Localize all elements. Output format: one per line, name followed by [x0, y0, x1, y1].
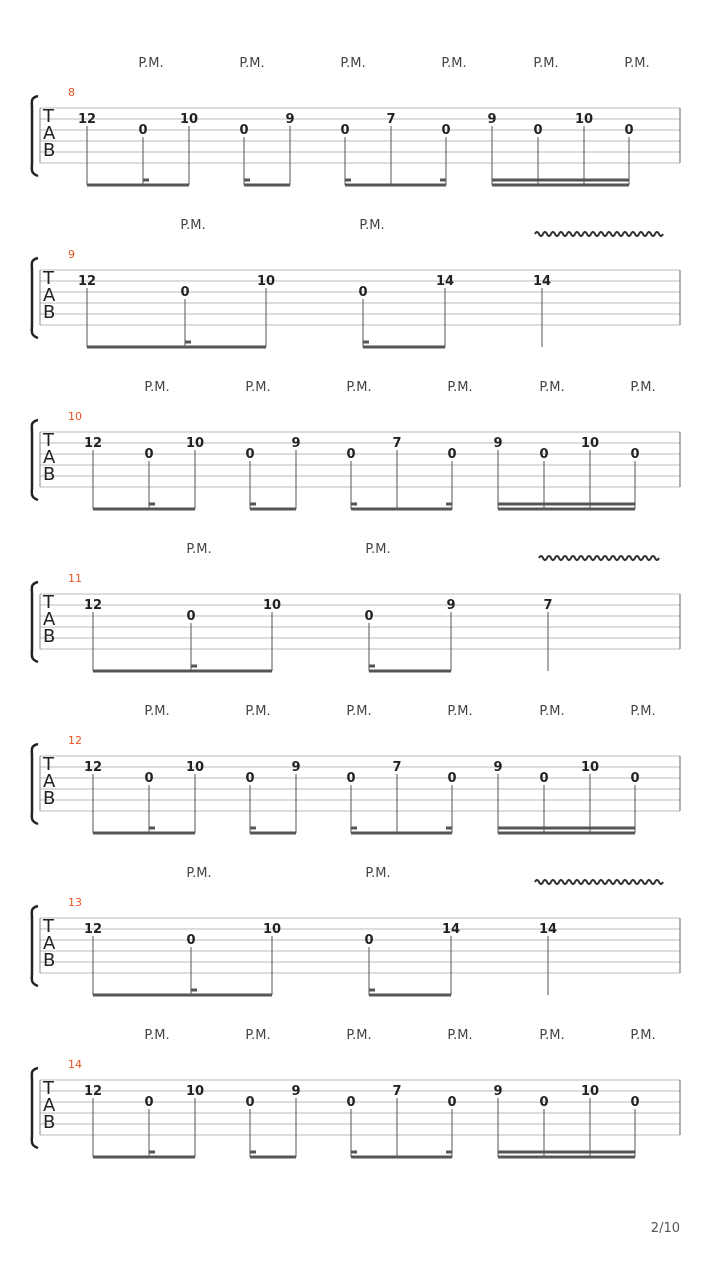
measure-number: 8: [68, 86, 75, 99]
fret-number: 14: [532, 274, 552, 289]
fret-number: 0: [358, 285, 368, 300]
tab-clef-letter: A: [43, 933, 56, 954]
system-bracket: [32, 744, 38, 824]
fret-number: 0: [180, 285, 190, 300]
fret-number: 7: [392, 760, 402, 775]
fret-number: 0: [144, 771, 154, 786]
palm-mute-marking: P.M.: [533, 56, 559, 71]
tab-clef-letter: A: [43, 123, 56, 144]
fret-number: 0: [340, 123, 350, 138]
palm-mute-marking: P.M.: [630, 704, 656, 719]
fret-number: 10: [185, 436, 205, 451]
tab-clef-letter: B: [43, 1112, 56, 1133]
vibrato-line: [535, 232, 663, 236]
fret-number: 12: [83, 760, 103, 775]
tab-system: [32, 866, 680, 995]
palm-mute-marking: P.M.: [359, 218, 385, 233]
fret-number: 7: [392, 1084, 402, 1099]
system-bracket: [32, 96, 38, 176]
palm-mute-marking: P.M.: [245, 1028, 271, 1043]
fret-number: 9: [487, 112, 497, 127]
fret-number: 10: [185, 760, 205, 775]
fret-number: 0: [346, 447, 356, 462]
fret-number: 0: [144, 447, 154, 462]
palm-mute-marking: P.M.: [630, 380, 656, 395]
measure-number: 12: [68, 734, 82, 747]
fret-number: 0: [630, 1095, 640, 1110]
tab-clef-letter: B: [43, 140, 56, 161]
fret-number: 0: [539, 1095, 549, 1110]
fret-number: 10: [580, 436, 600, 451]
tab-clef-letter: B: [43, 302, 56, 323]
fret-number: 0: [245, 447, 255, 462]
measure-number: 13: [68, 896, 82, 909]
fret-number: 9: [291, 436, 301, 451]
vibrato-line: [535, 880, 663, 884]
fret-number: 12: [83, 1084, 103, 1099]
fret-number: 9: [493, 760, 503, 775]
fret-number: 14: [538, 922, 558, 937]
palm-mute-marking: P.M.: [447, 380, 473, 395]
fret-number: 0: [144, 1095, 154, 1110]
tab-system: [32, 704, 680, 833]
fret-number: 10: [580, 760, 600, 775]
system-bracket: [32, 1068, 38, 1148]
tab-clef-letter: B: [43, 950, 56, 971]
fret-number: 10: [262, 922, 282, 937]
fret-number: 14: [435, 274, 455, 289]
palm-mute-marking: P.M.: [365, 866, 391, 881]
fret-number: 9: [291, 1084, 301, 1099]
tab-system: [32, 218, 680, 347]
fret-number: 12: [83, 436, 103, 451]
tab-clef-letter: A: [43, 285, 56, 306]
fret-number: 0: [441, 123, 451, 138]
fret-number: 12: [77, 112, 97, 127]
tab-clef-letter: A: [43, 1095, 56, 1116]
fret-number: 0: [245, 1095, 255, 1110]
system-bracket: [32, 906, 38, 986]
fret-number: 0: [630, 771, 640, 786]
palm-mute-marking: P.M.: [346, 704, 372, 719]
palm-mute-marking: P.M.: [144, 704, 170, 719]
palm-mute-marking: P.M.: [138, 56, 164, 71]
fret-number: 0: [346, 771, 356, 786]
fret-number: 0: [539, 771, 549, 786]
fret-number: 0: [447, 771, 457, 786]
system-bracket: [32, 258, 38, 338]
tab-clef-letter: T: [43, 754, 54, 775]
palm-mute-marking: P.M.: [180, 218, 206, 233]
fret-number: 0: [138, 123, 148, 138]
system-bracket: [32, 582, 38, 662]
palm-mute-marking: P.M.: [447, 704, 473, 719]
fret-number: 9: [493, 436, 503, 451]
vibrato-line: [539, 556, 659, 560]
tab-clef-letter: T: [43, 916, 54, 937]
fret-number: 12: [83, 598, 103, 613]
tab-clef-letter: A: [43, 609, 56, 630]
fret-number: 12: [83, 922, 103, 937]
tab-system: [32, 56, 680, 185]
fret-number: 7: [392, 436, 402, 451]
fret-number: 10: [256, 274, 276, 289]
palm-mute-marking: P.M.: [346, 380, 372, 395]
fret-number: 9: [446, 598, 456, 613]
fret-number: 12: [77, 274, 97, 289]
fret-number: 0: [447, 1095, 457, 1110]
system-bracket: [32, 420, 38, 500]
palm-mute-marking: P.M.: [144, 380, 170, 395]
fret-number: 14: [441, 922, 461, 937]
fret-number: 7: [386, 112, 396, 127]
fret-number: 10: [580, 1084, 600, 1099]
fret-number: 0: [346, 1095, 356, 1110]
fret-number: 0: [624, 123, 634, 138]
palm-mute-marking: P.M.: [630, 1028, 656, 1043]
palm-mute-marking: P.M.: [340, 56, 366, 71]
measure-number: 9: [68, 248, 75, 261]
fret-number: 9: [291, 760, 301, 775]
tab-clef-letter: T: [43, 268, 54, 289]
palm-mute-marking: P.M.: [447, 1028, 473, 1043]
fret-number: 0: [533, 123, 543, 138]
tab-clef-letter: B: [43, 626, 56, 647]
tab-clef-letter: B: [43, 788, 56, 809]
fret-number: 7: [543, 598, 553, 613]
fret-number: 0: [364, 933, 374, 948]
fret-number: 0: [364, 609, 374, 624]
tab-system: [32, 1028, 680, 1157]
tab-system: [32, 542, 680, 671]
tab-clef-letter: T: [43, 592, 54, 613]
palm-mute-marking: P.M.: [624, 56, 650, 71]
palm-mute-marking: P.M.: [539, 380, 565, 395]
fret-number: 0: [539, 447, 549, 462]
tab-clef-letter: T: [43, 106, 54, 127]
palm-mute-marking: P.M.: [441, 56, 467, 71]
fret-number: 10: [179, 112, 199, 127]
fret-number: 0: [186, 933, 196, 948]
tab-system: [32, 380, 680, 509]
fret-number: 0: [245, 771, 255, 786]
tab-clef-letter: B: [43, 464, 56, 485]
measure-number: 11: [68, 572, 82, 585]
palm-mute-marking: P.M.: [239, 56, 265, 71]
palm-mute-marking: P.M.: [186, 542, 212, 557]
tab-clef-letter: T: [43, 1078, 54, 1099]
fret-number: 0: [239, 123, 249, 138]
fret-number: 0: [447, 447, 457, 462]
measure-number: 10: [68, 410, 82, 423]
tab-clef-letter: A: [43, 771, 56, 792]
palm-mute-marking: P.M.: [539, 1028, 565, 1043]
fret-number: 9: [285, 112, 295, 127]
fret-number: 0: [186, 609, 196, 624]
palm-mute-marking: P.M.: [245, 704, 271, 719]
measure-number: 14: [68, 1058, 82, 1071]
tab-clef-letter: T: [43, 430, 54, 451]
palm-mute-marking: P.M.: [365, 542, 391, 557]
fret-number: 9: [493, 1084, 503, 1099]
fret-number: 10: [574, 112, 594, 127]
palm-mute-marking: P.M.: [346, 1028, 372, 1043]
fret-number: 10: [262, 598, 282, 613]
page-number: 2/10: [650, 1221, 680, 1236]
tab-clef-letter: A: [43, 447, 56, 468]
fret-number: 10: [185, 1084, 205, 1099]
palm-mute-marking: P.M.: [144, 1028, 170, 1043]
palm-mute-marking: P.M.: [539, 704, 565, 719]
fret-number: 0: [630, 447, 640, 462]
palm-mute-marking: P.M.: [245, 380, 271, 395]
palm-mute-marking: P.M.: [186, 866, 212, 881]
